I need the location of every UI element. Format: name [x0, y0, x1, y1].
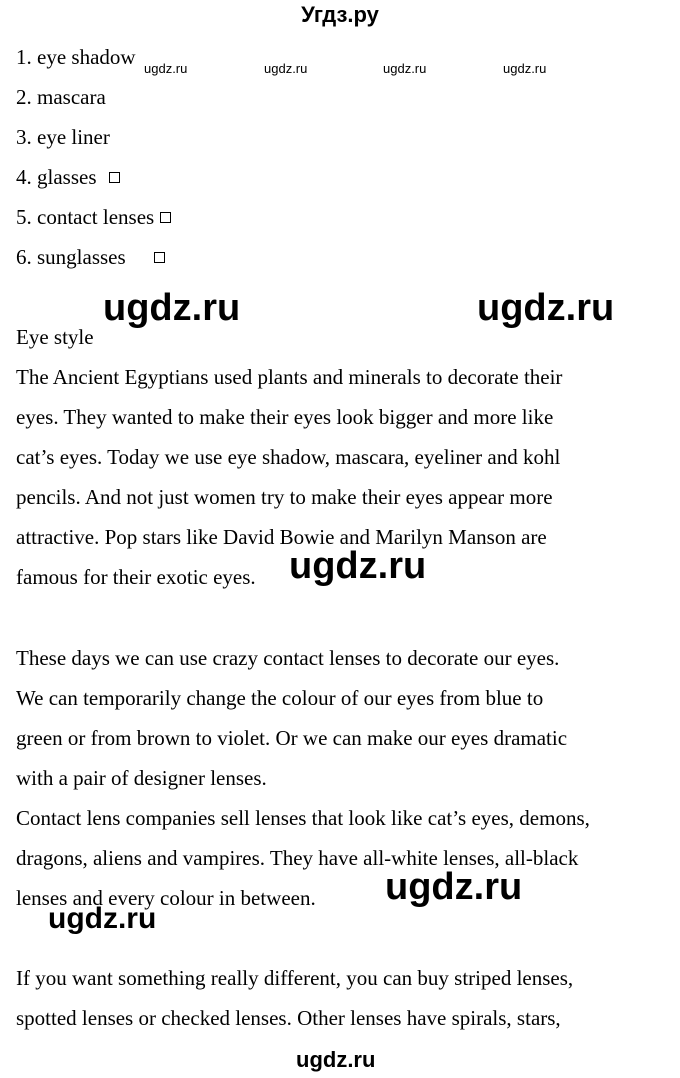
- watermark: ugdz.ru: [48, 902, 157, 935]
- list-item-1: 1. eye shadow: [16, 45, 136, 69]
- article-line: eyes. They wanted to make their eyes look bigger and more like: [16, 405, 554, 429]
- article-line: pencils. And not just women try to make their eyes appear more: [16, 485, 553, 509]
- article-line: lenses and every colour in between.: [16, 886, 316, 910]
- article-title: Eye style: [16, 325, 94, 349]
- watermark: ugdz.ru: [383, 61, 427, 76]
- article-line: spotted lenses or checked lenses. Other lenses have spirals, stars,: [16, 1006, 561, 1030]
- article-line: green or from brown to violet. Or we can make our eyes dramatic: [16, 726, 568, 750]
- list-item-2: 2. mascara: [16, 85, 106, 109]
- watermark: ugdz.ru: [144, 61, 188, 76]
- article-line: If you want something really different, you can buy striped lenses,: [16, 966, 574, 990]
- watermark: ugdz.ru: [264, 61, 308, 76]
- article-line: dragons, aliens and vampires. They have all-white lenses, all-black: [16, 846, 579, 870]
- article-line: Contact lens companies sell lenses that look like cat’s eyes, demons,: [16, 806, 590, 830]
- list-item-6: 6. sunglasses: [16, 243, 165, 271]
- article-line: cat’s eyes. Today we use eye shadow, mascara, eyeliner and kohl: [16, 445, 561, 469]
- watermark: ugdz.ru: [385, 866, 523, 908]
- article-line: The Ancient Egyptians used plants and minerals to decorate their: [16, 365, 563, 389]
- empty-checkbox-icon: [160, 212, 171, 223]
- article-line: We can temporarily change the colour of our eyes from blue to: [16, 686, 544, 710]
- list-item-5: 5. contact lenses: [16, 203, 171, 231]
- watermark: ugdz.ru: [289, 545, 427, 587]
- watermark: ugdz.ru: [503, 61, 547, 76]
- site-title: Угдз.ру: [301, 2, 379, 27]
- article-line: famous for their exotic eyes.: [16, 565, 256, 589]
- watermark: ugdz.ru: [477, 287, 615, 329]
- list-item-4: 4. glasses: [16, 163, 120, 191]
- article-line: These days we can use crazy contact lenses to decorate our eyes.: [16, 646, 560, 670]
- list-item-3: 3. eye liner: [16, 125, 110, 149]
- article-line: attractive. Pop stars like David Bowie and Marilyn Manson are: [16, 525, 547, 549]
- watermark: ugdz.ru: [103, 287, 241, 329]
- watermark: ugdz.ru: [296, 1047, 376, 1072]
- empty-checkbox-icon: [109, 172, 120, 183]
- article-line: with a pair of designer lenses.: [16, 766, 267, 790]
- empty-checkbox-icon: [154, 252, 165, 263]
